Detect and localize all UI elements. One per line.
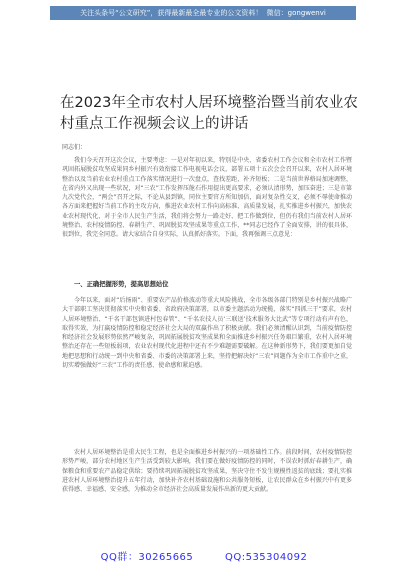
section1-paragraph-1: 今年以来，面对“后扬雨”、重要农产品价格波动等重大风险挑战，全市各级各部门特别是乡村振兴战略广大干部职工坚决贯彻落实中央和省委、省政府决策部署，以市委主题活动为统揽，落实“四抓三干”要求，农村人居环境整治、“千名干部包镇进村包春管”、“千名农技人员‘三联送’技术服务大比武”等专项行动有声有色，取得实效，为打赢疫情防控和稳定经济社会大局的双赢作出了积极贡献。我们必须清醒认识到，当前疫情防控和经济社会发展形势依然严峻复杂，巩固拓展脱贫攻坚成果和全面推进乡村振兴任务艰巨繁重，农村人居环境整治还存在一些短板弱项，农业农村现代化进程中还有不少难题需要破解。在这种新形势下，我们要更加自觉地把思想和行动统一到中央和省委、市委的决策部署上来，坚持把解决好“三农”问题作为全市工作重中之重，切实增强做好“三农”工作的责任感、使命感和紧迫感。	[62, 297, 352, 370]
intro-paragraph: 我们今天召开这次会议，主要考虑：一是对年初以来，特别是中央、省委农村工作会议和全市农村工作暨巩固拓展脱贫攻坚成果同乡村振兴有效衔接工作电视电话会议，部署五项十五次会会召开以来，农村人居环境整治以及当前农业农村重点工作落实情况进行一次盘点，查找差距，补齐短板；二是当前世界格局加速调整，在省内外又出现一些状况，对“三农”工作发挥压舱石作用提出更高要求，必须认清形势，加压奋进；三是市第九次党代会，“两会”召开之际，不论从县到镇，同位主要官方所知加倍，面对复杂性交叉，必须不辱使命推动各方面来把握好当前工作的主攻方向，推进农业农村工作向高标准、高质量发展，扎实推进乡村振兴，加快农业农村现代化，对于全市人民生产生活，我们将会努力一路走好、把工作做到位，但仍有我们当前农村人居环境整治、农村疫情防控、春耕生产、巩固脱贫攻坚成果等重点工作，**同志已经作了全面安排，讲的很具体，很到位，我完全同意。请大家结合自身实际，认真抓好落实。下面，我再强调三点意见：	[62, 157, 352, 239]
document-title: 在2023年全市农村人居环境整治暨当前农业农村重点工作视频会议上的讲话	[60, 95, 358, 132]
section-heading-1: 一、正确把握形势，提高思想站位	[74, 281, 169, 288]
banner-text: 关注头条号“公文研究”，获得最新最全最专业的公文资料！	[80, 9, 263, 17]
top-banner	[50, 6, 356, 20]
footer-qq: QQ:535304092	[224, 552, 308, 563]
salutation: 同志们：	[62, 144, 87, 151]
footer-qq-group: QQ群：30265665	[100, 552, 194, 563]
section1-paragraph-2: 农村人居环境整治是重大民生工程，也是全面推进乡村振兴的一项基础性工作。前段时间，农村疫情防控形势严峻，部分农村地区生产生活受到较大影响，我们要在做好疫情防控的同时，不误农时抓好春耕生产，确保粮食和重要农产品稳定供给；要持续巩固拓展脱贫攻坚成果，坚决守住不发生规模性返贫的底线；要扎实推进农村人居环境整治提升五年行动，加快补齐农村基础设施和公共服务短板，让农民群众在乡村振兴中有更多获得感、幸福感、安全感，为推动全市经济社会高质量发展作出新的更大贡献。	[62, 449, 352, 494]
footer-contact	[0, 548, 408, 563]
banner-wechat: 微信：gongwenvi	[266, 9, 326, 17]
